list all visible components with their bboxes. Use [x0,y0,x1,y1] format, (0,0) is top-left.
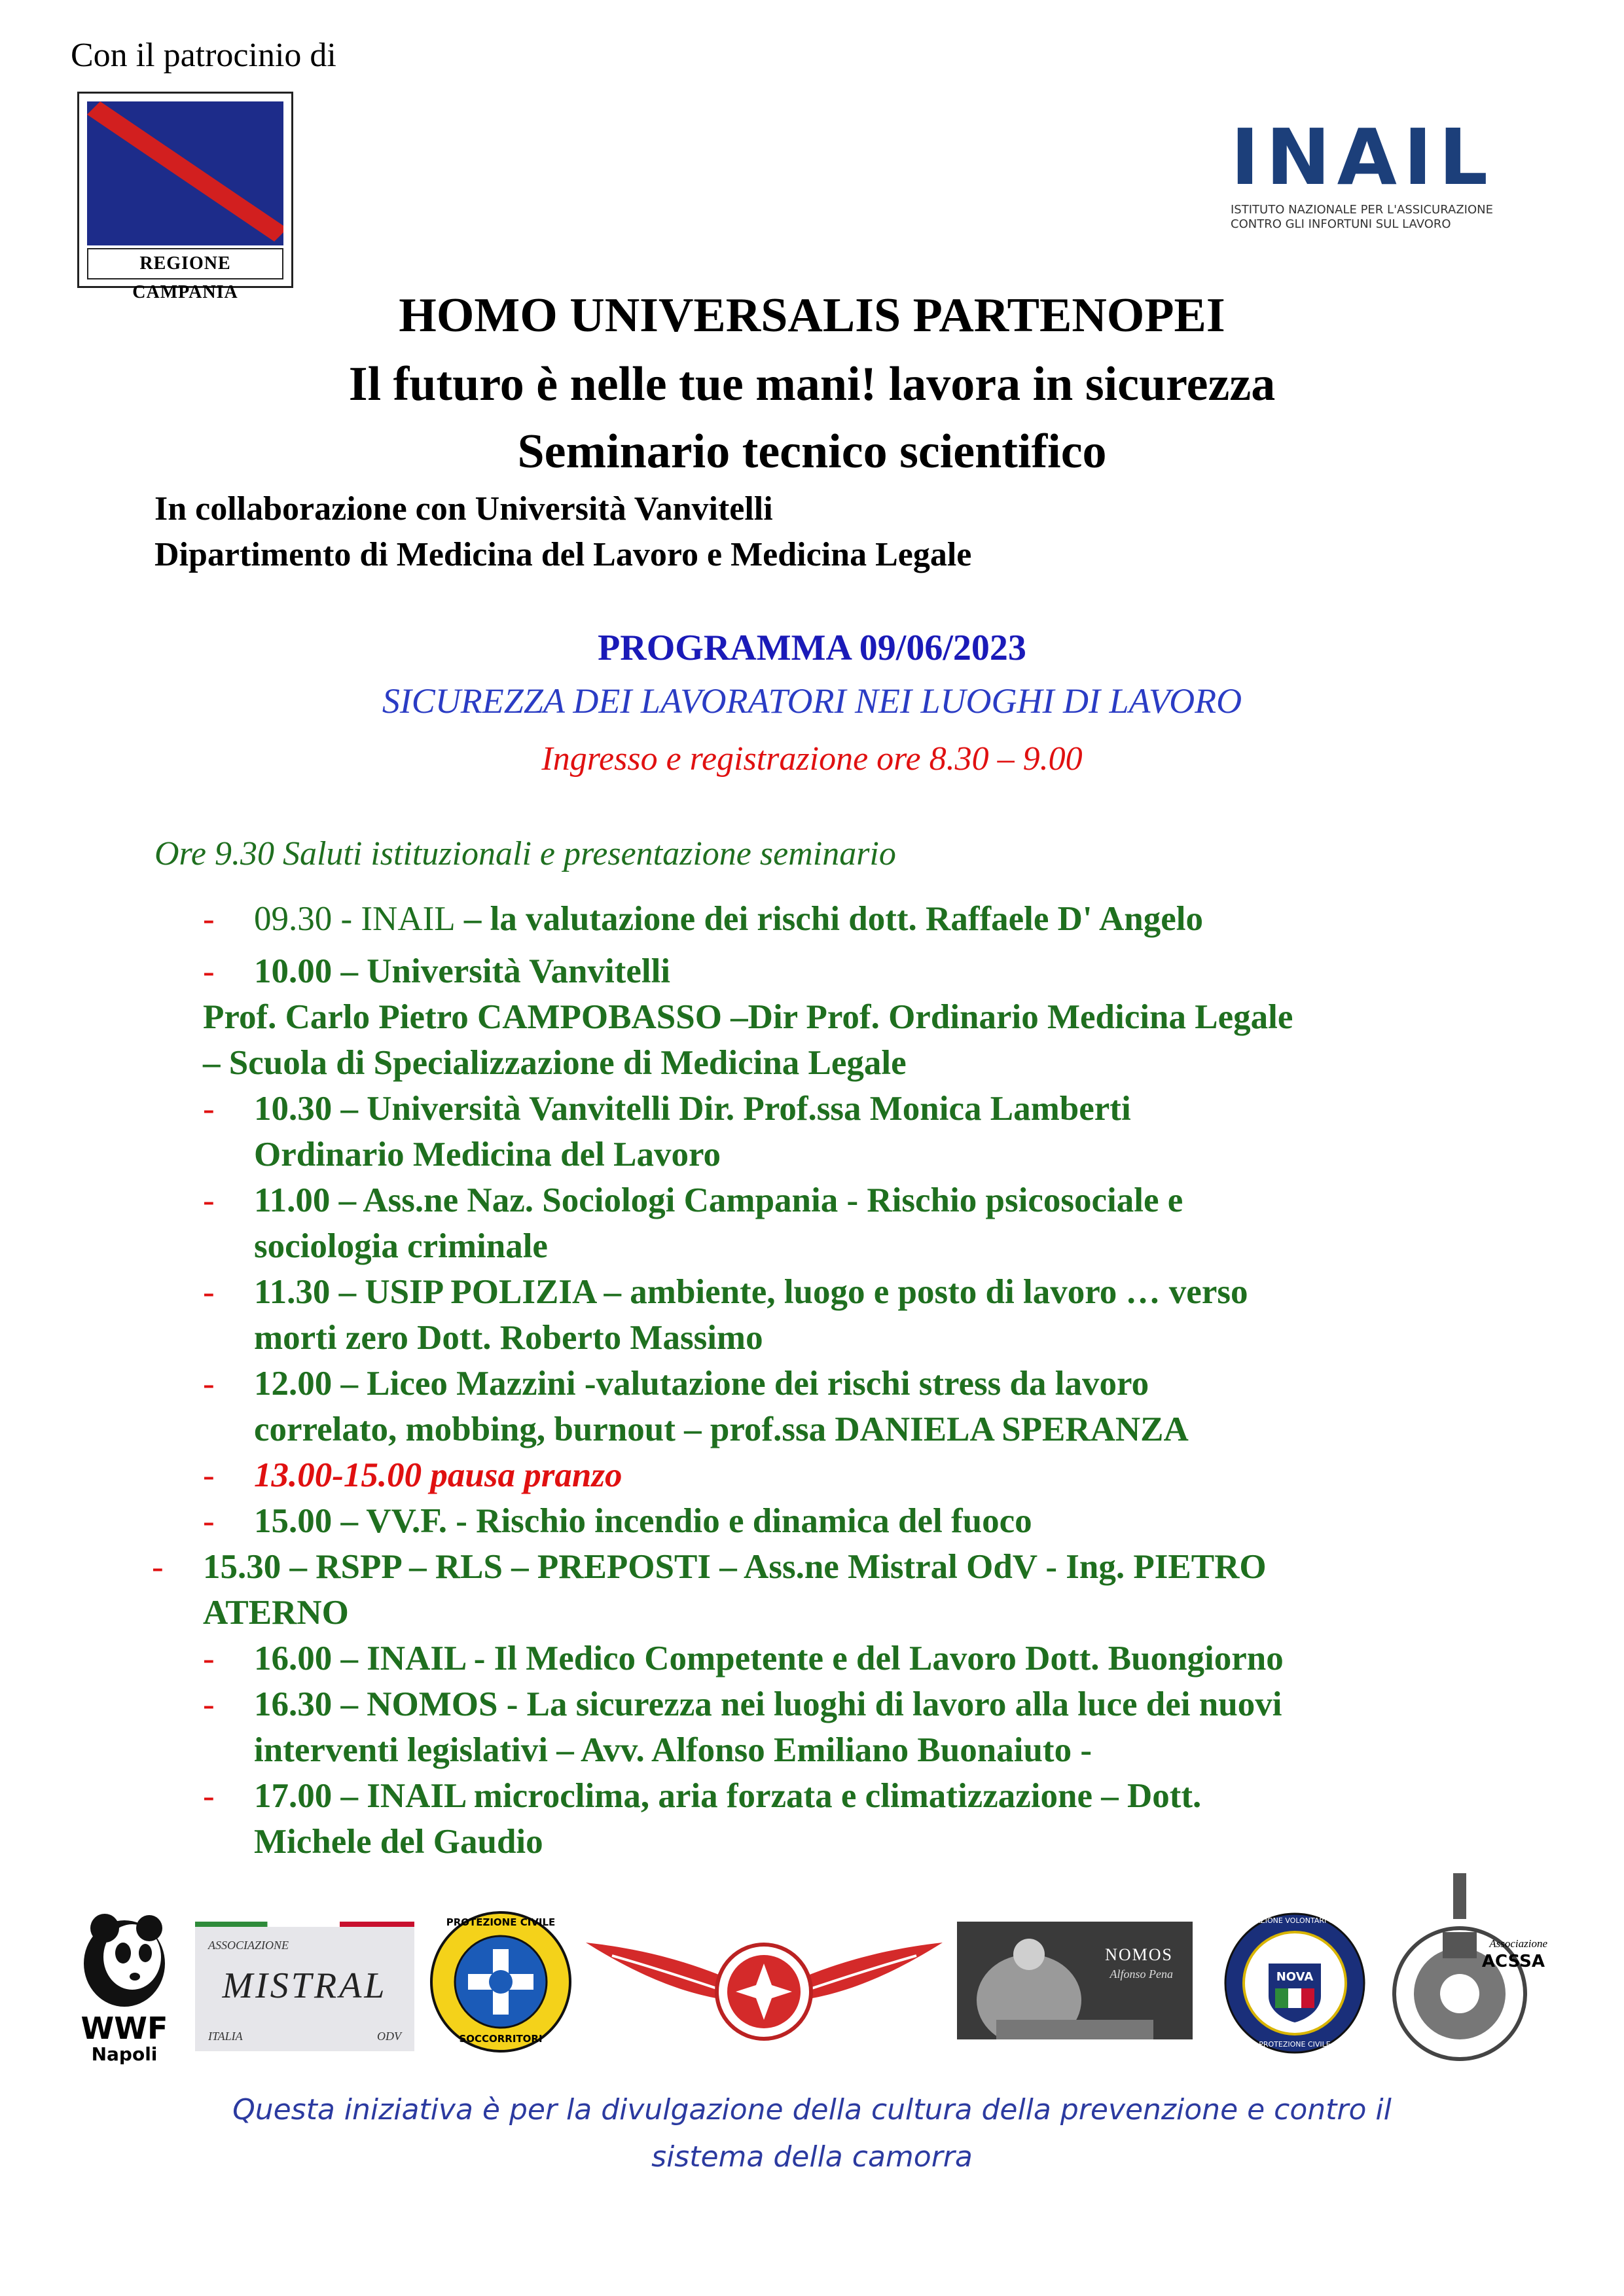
collaboration-line-1: In collaborazione con Università Vanvitelli [154,490,773,528]
seminar-type: Seminario tecnico scientifico [517,425,1107,478]
winged-cross-logo [586,1929,943,2041]
acssa-logo [1388,1869,1551,2066]
volontari-campani-logo [1223,1911,1367,2055]
mistral-wordmark: MISTRAL [222,1965,388,2006]
protezione-civile-logo [429,1910,573,2054]
footer-line-2: sistema della camorra [651,2140,973,2174]
registration-time: Ingresso e registrazione ore 8.30 – 9.00 [541,740,1083,778]
mistral-right-text: ODV [377,2030,401,2043]
volontari-center-text: NOVA [1276,1970,1314,1984]
footer-message [0,2087,1624,2181]
list-item-continuation: Prof. Carlo Pietro CAMPOBASSO –Dir Prof. Ordinario Medicina Legale [203,998,1293,1036]
wwf-logo [72,1911,177,2068]
nomos-logo [957,1922,1193,2039]
inail-subtitle-1: ISTITUTO NAZIONALE PER L'ASSICURAZIONE [1231,203,1493,217]
regione-campania-label: REGIONE CAMPANIA [87,248,283,279]
protezione-bottom-text: SOCCORRITORI [459,2033,543,2045]
main-title: HOMO UNIVERSALIS PARTENOPEI [399,289,1225,342]
protezione-top-text: PROTEZIONE CIVILE [446,1916,556,1928]
patrocinio-text: Con il patrocinio di [71,37,336,74]
item-time-inail: 09.30 - INAIL [254,900,456,938]
collaboration-line-2: Dipartimento di Medicina del Lavoro e Medicina Legale [154,536,972,573]
volontari-bottom-text: PROTEZIONE CIVILE [1259,2040,1331,2049]
nomos-subtitle: Alfonso Pena [1110,1967,1173,1981]
programma-subtitle: SICUREZZA DEI LAVORATORI NEI LUOGHI DI LAVORO [382,681,1242,721]
mistral-top-text: ASSOCIAZIONE [208,1939,289,1952]
nomos-wordmark: NOMOS [1105,1945,1173,1964]
mistral-left-text: ITALIA [208,2030,243,2043]
item-topic: – la valutazione dei rischi [455,900,840,938]
panda-icon [72,1911,177,2009]
inail-wordmark: INAIL [1231,112,1495,202]
acssa-top-text: Associazione [1489,1937,1547,1950]
programma-heading: PROGRAMMA 09/06/2023 [598,628,1026,668]
acssa-wordmark: ACSSA [1481,1952,1545,1971]
list-item-continuation: – Scuola di Specializzazione di Medicina Legale [203,1044,907,1082]
item-speaker: dott. Raffaele D' Angelo [840,900,1203,938]
volontari-top-text: ASSOCIAZIONE VOLONTARI CAMPANI [1228,1916,1362,1925]
regione-campania-emblem [87,101,283,245]
wwf-wordmark: WWF [81,2011,168,2046]
mistral-logo [195,1922,414,2051]
wwf-city: Napoli [91,2043,158,2065]
footer-line-1: Questa iniziativa è per la divulgazione della cultura della prevenzione e contro il [232,2093,1392,2126]
programma-intro: Ore 9.30 Saluti istituzionali e presentazione seminario [154,835,896,872]
inail-logo [1231,112,1538,242]
inail-subtitle-2: CONTRO GLI INFORTUNI SUL LAVORO [1231,217,1451,231]
slogan: Il futuro è nelle tue mani! lavora in sicurezza [348,357,1276,411]
regione-campania-logo [77,92,293,302]
